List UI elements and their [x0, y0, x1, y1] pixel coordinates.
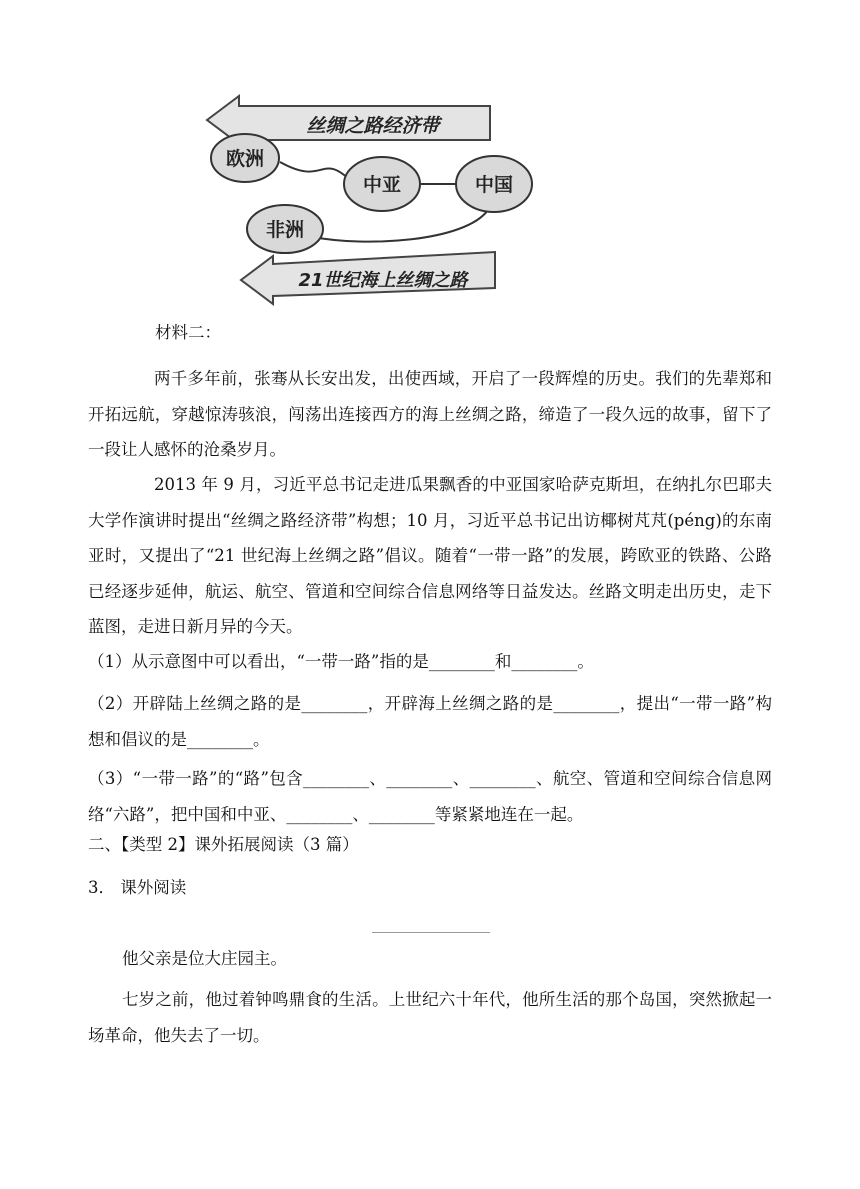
question-1: （1）从示意图中可以看出，“一带一路”指的是________和________。: [88, 652, 594, 671]
node-africa: [247, 205, 323, 253]
belt-and-road-diagram: [205, 92, 545, 310]
story-paragraph-2: 七岁之前，他过着钟鸣鼎食的生活。上世纪六十年代，他所生活的那个岛国，突然掀起一场革命，他失去了一切。: [88, 990, 772, 1045]
node-china: [456, 156, 532, 212]
material-2-heading: 材料二：: [155, 323, 221, 342]
arrow-bottom-label: 21世纪海上丝绸之路: [298, 270, 468, 291]
land-route-line: [280, 162, 350, 180]
question-3: （3）“一带一路”的“路”包含________、________、________、航空、管道和空间综合信息网络“六路”，把中国和中亚、________、________等紧紧地连在一起。: [88, 769, 772, 824]
material-2-paragraph-1: 两千多年前，张骞从长安出发，出使西域，开启了一段辉煌的历史。我们的先辈郑和开拓远航，穿越惊涛骇浪，闯荡出连接西方的海上丝绸之路，缔造了一段久远的故事，留下了一段让人感怀的沧桑岁月。: [88, 369, 772, 459]
section-2-heading: 二、【类型 2】课外拓展阅读（3 篇）: [88, 835, 359, 854]
svg-text:非洲: 非洲: [265, 219, 305, 241]
item-3-label: 3． 课外阅读: [88, 878, 187, 897]
story-paragraph-1: 他父亲是位大庄园主。: [122, 949, 287, 968]
svg-text:中亚: 中亚: [362, 174, 402, 196]
maritime-silk-road-arrow: [241, 252, 495, 304]
question-2: （2）开辟陆上丝绸之路的是________，开辟海上丝绸之路的是________，提出“一带一路”构想和倡议的是________。: [88, 694, 772, 749]
node-europe: [211, 134, 279, 182]
node-central-asia: [344, 157, 420, 211]
svg-text:中国: 中国: [474, 174, 514, 196]
svg-text:欧洲: 欧洲: [225, 148, 265, 170]
title-blank-line: [372, 932, 490, 933]
material-2-paragraph-2: 2013 年 9 月，习近平总书记走进瓜果飘香的中亚国家哈萨克斯坦，在纳扎尔巴耶夫大学作演讲时提出“丝绸之路经济带”构想；10 月，习近平总书记出访椰树芃芃(péng)的东南亚时，又提出了“21 世纪海上丝绸之路”倡议。随着“一带一路”的发展，跨欧亚的铁路、公路已经逐步延伸，航运、航空、管道和空间综合信息网络等日益发达。丝路文明走出历史，走下蓝图，走进日新月异的今天。: [88, 475, 772, 636]
arrow-top-label: 丝绸之路经济带: [306, 115, 440, 137]
